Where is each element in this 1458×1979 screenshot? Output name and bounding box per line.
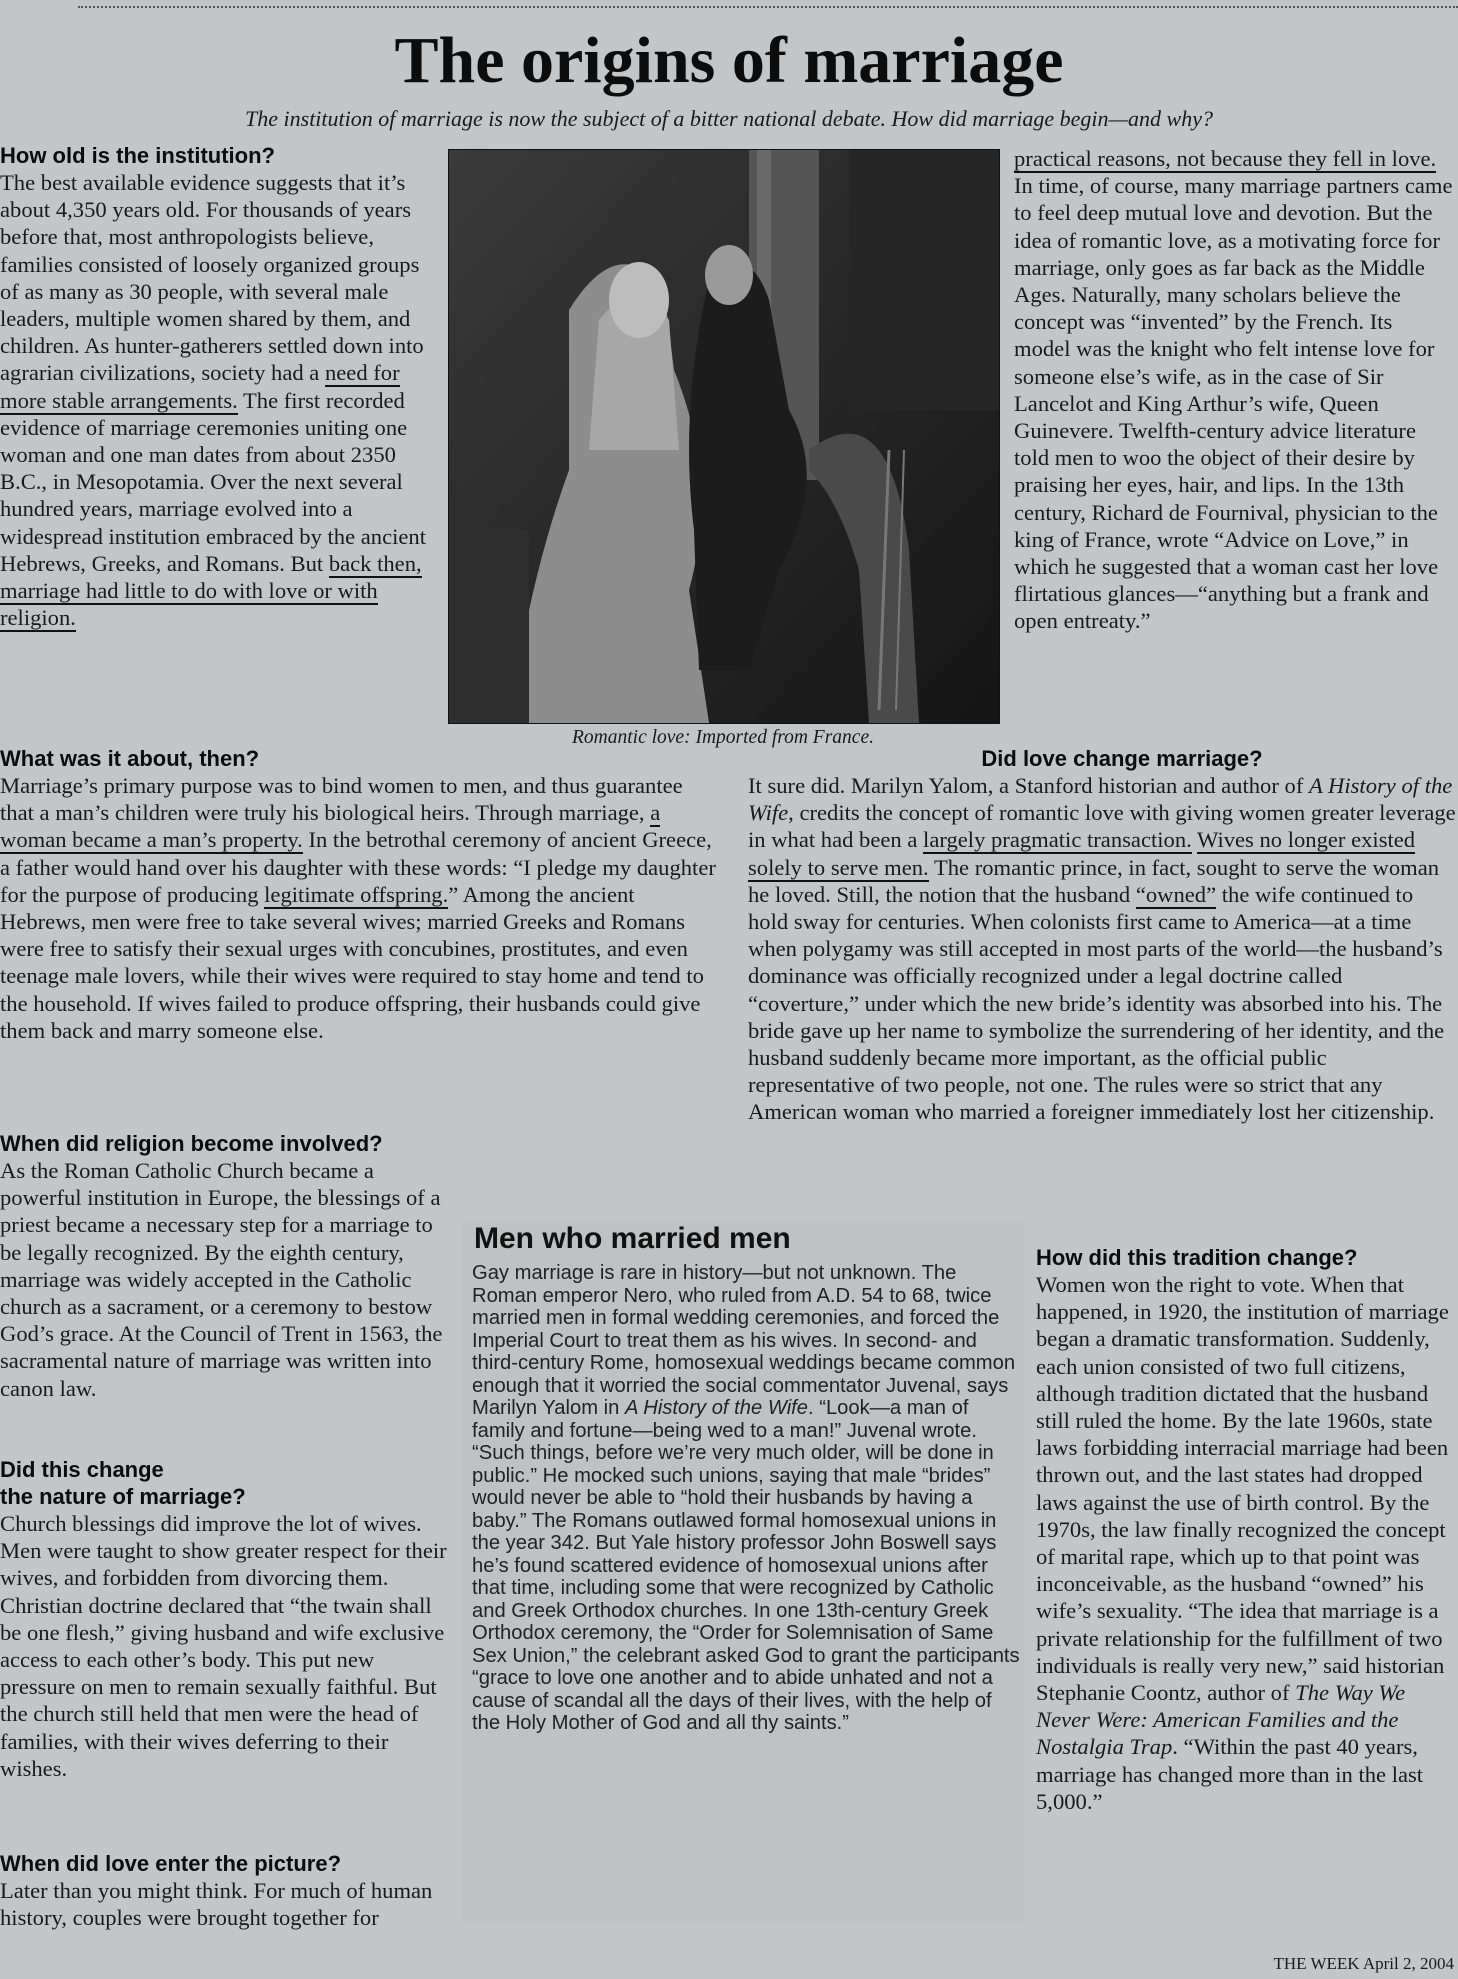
section-heading: When did religion become involved? — [0, 1131, 383, 1156]
section-heading-line1: Did this change — [0, 1457, 164, 1482]
underline-annotation: largely pragmatic transaction. — [923, 827, 1192, 853]
sidebar-title: Men who married men — [474, 1222, 791, 1255]
underline-annotation: Wives no longer existed solely to serve men. — [748, 827, 1416, 880]
article-dek: The institution of marriage is now the subject of a bitter national debate. How did marriage begin—and why? — [245, 106, 1213, 131]
book-title: The Way We Never Were: American Families and the Nostalgia Trap — [1036, 1680, 1406, 1760]
underline-annotation: legitimate offspring. — [264, 881, 449, 907]
book-title: A History of the Wife — [748, 773, 1453, 826]
section-what-about — [0, 745, 720, 1044]
sidebar-men-who-married-men — [462, 1222, 1024, 1922]
section-body: Later than you might think. For much of human history, couples were brought together for — [0, 1878, 433, 1931]
section-how-old — [0, 142, 442, 631]
image-caption: Romantic love: Imported from France. — [572, 727, 874, 748]
section-love-change — [748, 745, 1456, 1126]
section-heading: When did love enter the picture? — [0, 1851, 342, 1876]
section-heading: How did this tradition change? — [1036, 1245, 1358, 1270]
section-heading: Did love change marriage? — [981, 746, 1263, 771]
section-heading: How old is the institution? — [0, 143, 275, 168]
underline-annotation: “owned” — [1135, 881, 1217, 907]
section-love-enter-cont — [1014, 145, 1454, 635]
book-title: A History of the Wife — [624, 1397, 809, 1419]
top-rule — [78, 6, 1458, 8]
section-love-enter — [0, 1850, 450, 1931]
section-body: Women won the right to vote. When that happened, in 1920, the institution of marriage began a dramatic transformation. Suddenly, each union consisted of two full citizens, although tradition dictated that the husband still ruled the home. By the late 1960s, state laws forbidding interracial marriage had been thrown out, and the last states had dropped laws against the use of birth control. By the 1970s, the law finally recognized the concept of marital rape, which up to that point was inconceivable, as the husband “owned” his wife’s sexuality. “The idea that marriage is a private relationship for the fulfillment of two individuals is really very new,” said historian Stephanie Coontz, author of The Way We Never Were: American Families and the Nostalgia Trap. “Within the past 40 years, marriage has changed more than in the last 5,000.” — [1036, 1272, 1449, 1814]
sidebar-body: Gay marriage is rare in history—but not unknown. The Roman emperor Nero, who ruled from A.D. 54 to 68, twice married men in formal wedding ceremonies, and forced the Imperial Court to treat them as his wives. In second- and third-century Rome, homosexual weddings became common enough that it worried the social commentator Juvenal, says Marilyn Yalom in A History of the Wife. “Look—a man of family and fortune—being wed to a man!” Juvenal wrote. “Such things, before we’re very much older, will be done in public.” He mocked such unions, saying that male “brides” would never be able to “hold their husbands by having a baby.” The Romans outlawed formal homosexual unions in the year 342. But Yale history professor John Boswell says he’s found scattered evidence of homosexual unions after that time, including some that were recognized by Catholic and Greek Orthodox churches. In one 13th-century Greek Orthodox ceremony, the “Order for Solemnisation of Same Sex Union,” the celebrant asked God to grant the participants “grace to love one another and to abide unhated and not a cause of scandal all the days of their lives, with the help of the Holy Mother of God and all thy saints.” — [472, 1262, 1020, 1734]
section-body: The best available evidence suggests that it’s about 4,350 years old. For thousands of years before that, most anthropologists believe, families consisted of loosely organized groups of as many as 30 people, with several male leaders, multiple women shared by them, and children. As hunter-gatherers settled down into agrarian civilizations, society had a need for more stable arrangements. The first recorded evidence of marriage ceremonies uniting one woman and one man dates from about 2350 B.C., in Mesopotamia. Over the next several hundred years, marriage evolved into a widespread institution embraced by the ancient Hebrews, Greeks, and Romans. But back then, marriage had little to do with love or with religion. — [0, 170, 427, 631]
section-tradition-change — [1036, 1244, 1456, 1815]
painting-illustration — [449, 150, 999, 723]
underline-annotation: back then, marriage had little to do with love or with religion. — [0, 550, 422, 631]
section-nature-change — [0, 1456, 450, 1782]
section-body: Marriage’s primary purpose was to bind women to men, and thus guarantee that a man’s children were truly his biological heirs. Through marriage, a woman became a man’s property. In the betrothal ceremony of ancient Greece, a father would hand over his daughter with these words: “I pledge my daughter for the purpose of producing legitimate offspring.” Among the ancient Hebrews, men were free to take several wives; married Greeks and Romans were free to satisfy their sexual urges with concubines, prostitutes, and even teenage male lovers, while their wives were required to stay home and tend to the household. If wives failed to produce offspring, their husbands could give them back and marry someone else. — [0, 773, 716, 1043]
section-religion — [0, 1130, 450, 1402]
section-body: Church blessings did improve the lot of wives. Men were taught to show greater respect for their wives, and forbidden from divorcing them. Christian doctrine declared that “the twain shall be one flesh,” giving husband and wife exclusive access to each other’s body. This put new pressure on men to remain sexually faithful. But the church still held that men were the head of families, with their wives deferring to their wishes. — [0, 1511, 447, 1781]
section-heading-line2: the nature of marriage? — [0, 1484, 246, 1509]
section-body: It sure did. Marilyn Yalom, a Stanford historian and author of A History of the Wife, credits the concept of romantic love with giving women greater leverage in what had been a largely pragmatic transaction. Wives no longer existed solely to serve men. The romantic prince, in fact, sought to serve the woman he loved. Still, the notion that the husband “owned” the wife continued to hold sway for centuries. When colonists first came to America—at a time when polygamy was still accepted in most parts of the world—the husband’s dominance was officially recognized under a legal doctrine called “coverture,” under which the new bride’s identity was absorbed into his. The bride gave up her name to symbolize the surrendering of her identity, and the husband suddenly became more important, as the official public representative of two people, not one. The rules were so strict that any American woman who married a foreigner immediately lost her citizenship. — [748, 773, 1456, 1125]
section-body: As the Roman Catholic Church became a powerful institution in Europe, the blessings of a priest became a necessary step for a marriage to be legally recognized. By the eighth century, marriage was widely accepted in the Catholic church as a sacrament, or a ceremony to bestow God’s grace. At the Council of Trent in 1563, the sacramental nature of marriage was written into canon law. — [0, 1158, 443, 1401]
romantic-painting-image — [448, 149, 1000, 724]
section-body-continued: practical reasons, not because they fell in love. In time, of course, many marriage partners came to feel deep mutual love and devotion. But the idea of romantic love, as a motivating force for marriage, only goes as far back as the Middle Ages. Naturally, many scholars believe the concept was “invented” by the French. Its model was the knight who felt intense love for someone else’s wife, as in the case of Sir Lancelot and King Arthur’s wife, Queen Guinevere. Twelfth-century advice literature told men to woo the object of their desire by praising her eyes, hair, and lips. In the 13th century, Richard de Fournival, physician to the king of France, wrote “Advice on Love,” in which he suggested that a woman cast her love flirtatious glances—“anything but a frank and open entreaty.” — [1014, 146, 1453, 634]
page-footer: THE WEEK April 2, 2004 — [1273, 1954, 1454, 1973]
section-heading: What was it about, then? — [0, 746, 260, 771]
article-title: The origins of marriage — [394, 24, 1064, 97]
underline-annotation: need for more stable arrangements. — [0, 360, 400, 413]
underline-annotation: a woman became a man’s property. — [0, 800, 661, 853]
underline-annotation: practical reasons, not because they fell in love. — [1014, 146, 1437, 171]
